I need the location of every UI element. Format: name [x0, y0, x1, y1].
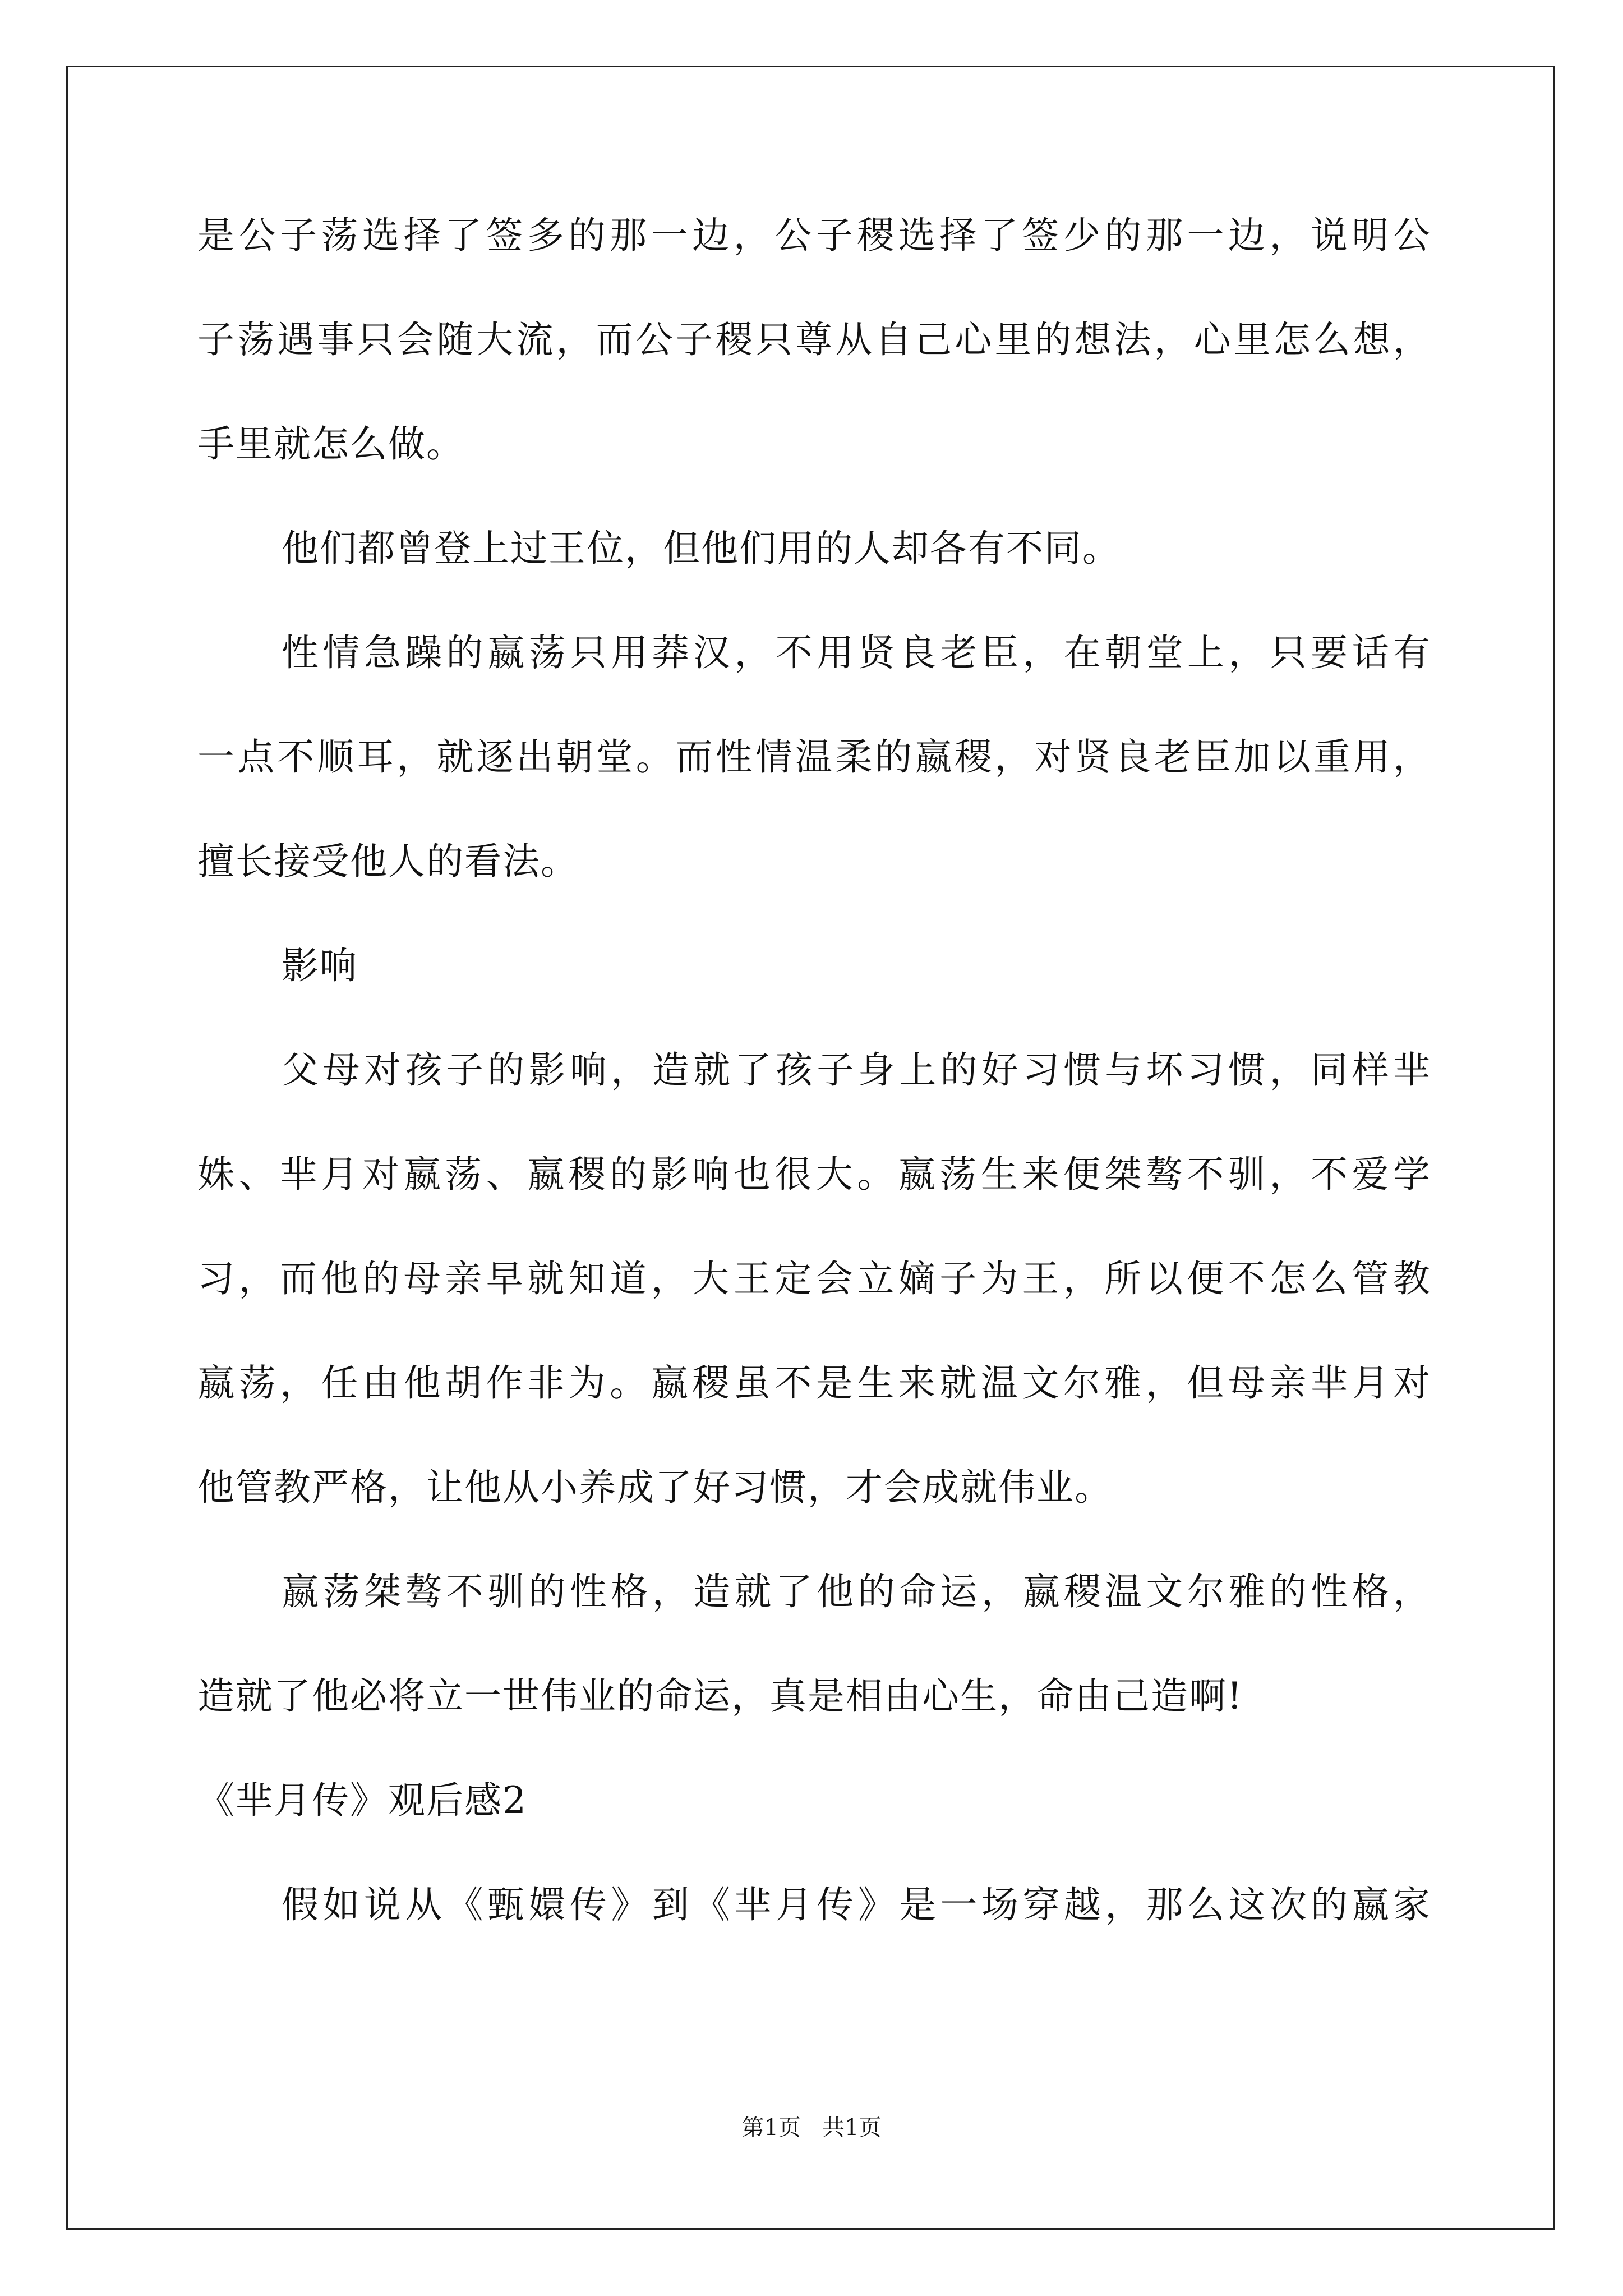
- text-line: 父母对孩子的影响，造就了孩子身上的好习惯与坏习惯，同样芈: [282, 1048, 1431, 1092]
- text-line: 擅长接受他人的看法。: [197, 840, 579, 883]
- text-line: 一点不顺耳，就逐出朝堂。而性情温柔的嬴稷，对贤良老臣加以重用，: [197, 735, 1431, 779]
- page-footer: 第1页 共1页: [741, 2115, 882, 2141]
- text-line: 习，而他的母亲早就知道，大王定会立嫡子为王，所以便不怎么管教: [197, 1257, 1431, 1300]
- text-line: 他管教严格，让他从小养成了好习惯，才会成就伟业。: [197, 1466, 1113, 1509]
- text-line: 嬴荡，任由他胡作非为。嬴稷虽不是生来就温文尔雅，但母亲芈月对: [197, 1361, 1431, 1405]
- text-line: 假如说从《甄嬛传》到《芈月传》是一场穿越，那么这次的嬴家: [282, 1883, 1431, 1926]
- section-heading: 影响: [282, 944, 358, 987]
- text-line: 是公子荡选择了签多的那一边，公子稷选择了签少的那一边，说明公: [197, 214, 1431, 257]
- text-line: 子荡遇事只会随大流，而公子稷只尊从自己心里的想法，心里怎么想，: [197, 318, 1431, 361]
- text-line: 嬴荡桀骜不驯的性格，造就了他的命运，嬴稷温文尔雅的性格，: [282, 1570, 1431, 1613]
- text-line: 姝、芈月对嬴荡、嬴稷的影响也很大。嬴荡生来便桀骜不驯，不爱学: [197, 1153, 1431, 1196]
- section-title: 《芈月传》观后感2: [197, 1779, 527, 1822]
- text-line: 造就了他必将立一世伟业的命运，真是相由心生，命由己造啊!: [197, 1674, 1243, 1718]
- text-line: 手里就怎么做。: [197, 422, 464, 466]
- text-line: 他们都曾登上过王位，但他们用的人却各有不同。: [282, 527, 1121, 570]
- text-line: 性情急躁的嬴荡只用莽汉，不用贤良老臣，在朝堂上，只要话有: [282, 631, 1431, 674]
